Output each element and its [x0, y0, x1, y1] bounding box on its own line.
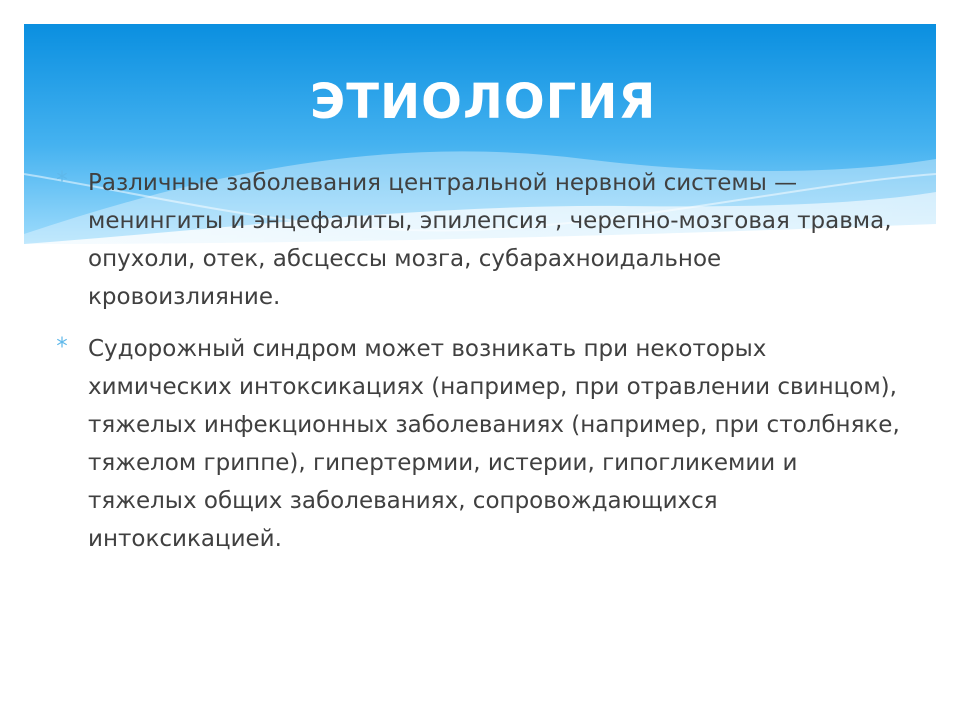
- list-item: [56, 330, 906, 558]
- slide-title: ЭТИОЛОГИЯ: [310, 74, 657, 130]
- bullet-text: Различные заболевания центральной нервной системы — менингиты и энцефалиты, эпилепсия , черепно-мозговая травма, опухоли, отек, абсцессы мозга, субарахноидальное кровоизлияние.: [88, 170, 892, 310]
- bullet-list: [56, 164, 906, 572]
- asterisk-icon: [56, 170, 68, 182]
- asterisk-icon: [56, 336, 68, 348]
- bullet-text: Судорожный синдром может возникать при некоторых химических интоксикациях (например, при отравлении свинцом), тяжелых инфекционных заболеваниях (например, при столбняке, тяжелом гриппе), гипертермии, истерии, гипогликемии и тяжелых общих заболеваниях, сопровождающихся интоксикацией.: [88, 336, 900, 552]
- list-item: [56, 164, 906, 316]
